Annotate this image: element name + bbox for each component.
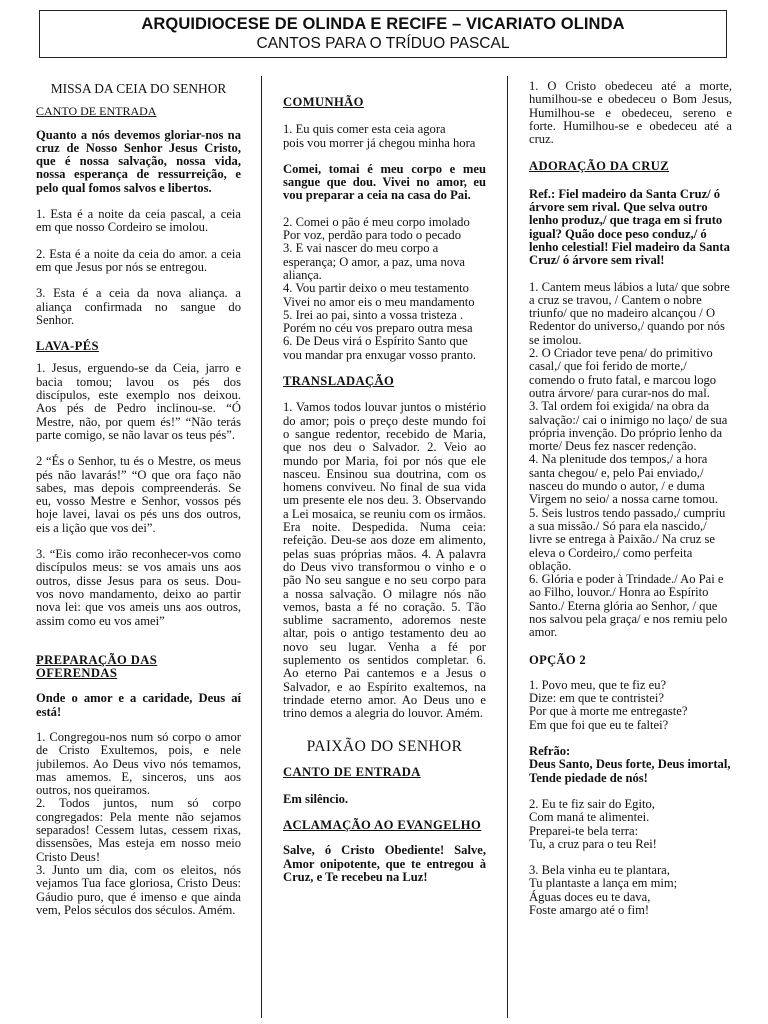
silence-note: Em silêncio. — [283, 791, 349, 806]
entrance-heading: CANTO DE ENTRADA — [36, 104, 157, 119]
lavapes-heading: LAVA-PÉS — [36, 339, 99, 354]
obedient-verse: 1. O Cristo obedeceu até a morte, humilhou-se e obedeceu o Bom Jesus, Humilhou-se e obedeceu, sereno e forte. Humilhou-se e obedeceu até a cruz. — [529, 79, 732, 147]
acclamation-heading: ACLAMAÇÃO AO EVANGELHO — [283, 818, 482, 833]
communion-verses: 2. Comei o pão é meu corpo imolado Por voz, perdão para todo o pecado 3. E vai nascer do meu corpo a esperança; O amor, a paz, uma nova aliança. 4. Vou partir deixo o meu testamento Vivei no amor eis o meu mandamento 5. Irei ao pai, sinto a vossa tristeza . Porém no céu vos preparo outra mesa 6. De Deus virá o Espírito Santo que vou mandar pra enxugar vosso pranto. — [283, 214, 477, 362]
adoration-heading: ADORAÇÃO DA CRUZ — [529, 159, 670, 174]
column-divider-right — [507, 76, 508, 1018]
communion-heading: COMUNHÃO — [283, 95, 364, 109]
passion-title: PAIXÃO DO SENHOR — [306, 738, 463, 756]
column-middle — [283, 76, 486, 1016]
lavapes-verse-1: 1. Jesus, erguendo-se da Ceia, jarro e bacia tomou; lavou os pés dos discípulos, este exemplo nos deixou. Aos pés de Pedro inclinou-se. “Ó Mestre, não, por quem és!” “Não terás parte comigo, se não lavar os teus pés”. — [36, 361, 241, 442]
lavapes-verse-2: 2 “És o Senhor, tu és o Mestre, os meus pés não lavarás!” “O que ora faço não sabes, mas depois compreenderás. Se eu, vosso Mestre e Senhor, vossos pés hoje lavei, lavai os pés uns dos outros, eis a lição que vos dei”. — [36, 454, 241, 535]
offertory-heading: PREPARAÇÃO DAS OFERENDAS — [36, 652, 158, 681]
document-header — [39, 10, 727, 58]
option2-verse-3: 3. Bela vinha eu te plantara, Tu plantaste a lança em mim; Águas doces eu te dava, Foste amargo até o fim! — [529, 863, 678, 918]
refrain-label: Refrão: — [529, 744, 571, 759]
column-left — [36, 76, 241, 1016]
transfer-text: 1. Vamos todos louvar juntos o mistério do amor; pois o preço deste mundo foi o sangue redentor, recebido de Maria, que nos deu o Salvador. 2. Veio ao mundo por Maria, foi por nós que ele nasceu. Ensinou sua doutrina, com os homens conviveu. No final de sua vida um presente ele nos deu. 3. Observando a Lei mosaica, se reuniu com os irmãos. Era noite. Despedida. Numa ceia: refeição. Deu-se aos doze em alimento, pelas suas próprias mãos. 4. A palavra do Deus vivo transformou o vinho e o pão No seu sangue e no seu corpo para a nossa salvação. O milagre nós não vemos, basta a fé no coração. 5. Tão sublime sacramento, adoremos neste altar, pois o antigo testamento deu ao novo seu lugar. Venha a fé por suplemento os sentidos completar. 6. Ao eterno Pai cantemos e a Jesus o Salvador, e ao Espírito exaltemos, na trindade eterno amor. Ao Deus uno e trino demos a alegria do louvor. Amém. — [283, 400, 486, 721]
acclamation-text: Salve, ó Cristo Obediente! Salve, Amor onipotente, que te entregou à Cruz, e Te recebeu na Luz! — [283, 843, 486, 884]
entrance-verse-1: 1. Esta é a noite da ceia pascal, a ceia em que nosso Cordeiro se imolou. — [36, 207, 241, 235]
refrain-text: Deus Santo, Deus forte, Deus imortal, Tende piedade de nós! — [529, 757, 731, 785]
mass-title: MISSA DA CEIA DO SENHOR — [50, 81, 227, 96]
offertory-verse-2: 2. Todos juntos, num só corpo congregados: Pela mente não sejamos separados! Cessem lutas, cessem rixas, dissensões, Mas esteja em nosso meio Cristo Deus! — [36, 796, 241, 864]
column-right — [529, 76, 732, 1016]
offertory-verse-3: 3. Junto um dia, com os eleitos, nós vejamos Tua face gloriosa, Cristo Deus: Gáudio puro, que é imenso e que ainda vem, Pelos séculos dos séculos. Amém. — [36, 862, 241, 917]
entrance-refrain: Quanto a nós devemos gloriar-nos na cruz de Nosso Senhor Jesus Cristo, que é nossa salvação, nossa vida, nossa esperança de ressurreição, e pelo qual fomos salvos e libertos. — [36, 127, 241, 195]
option2-verse-2: 2. Eu te fiz sair do Egito, Com maná te alimentei. Preparei-te bela terra: Tu, a cruz para o teu Rei! — [529, 796, 657, 851]
transfer-heading: TRANSLADAÇÃO — [283, 374, 395, 389]
option2-verse-1: 1. Povo meu, que te fiz eu? Dize: em que te contristei? Por que à morte me entregaste? Em que foi que eu te faltei? — [529, 677, 688, 732]
column-divider-left — [261, 76, 262, 1018]
adoration-verses: 1. Cantem meus lábios a luta/ que sobre a cruz se travou, / Cantem o nobre triunfo/ que no madeiro alcançou / O Redentor do universo,/ quando por nós se imolou. 2. O Criador teve pena/ do primitivo casal,/ que foi ferido de morte,/ comendo o fruto fatal, e marcou logo outra árvore/ para curar-nos do mal. 3. Tal ordem foi exigida/ na obra da salvação:/ cai o inimigo no laço/ de sua própria invenção. Do próprio lenho da morte/ Deus fez nascer redenção. 4. Na plenitude dos tempos,/ a hora santa chegou/ e, pelo Pai enviado,/ nasceu do mundo o autor, / e duma Virgem no seio/ a nossa carne tomou. 5. Seis lustros tendo passado,/ cumpriu a sua missão./ Só para ela nascido,/ livre se entrega à Paixão./ Na cruz se eleva o Cordeiro,/ como perfeita oblação. 6. Glória e poder à Trindade./ Ao Pai e ao Filho, louvor./ Honra ao Espírito Santo./ Eterna glória ao Senhor, / que nos salvou pela graça/ e nos remiu pelo amor. — [529, 279, 730, 640]
entrance-verse-3: 3. Esta é a ceia da nova aliança. a aliança confirmada no sangue do Senhor. — [36, 286, 241, 327]
passion-entrance-heading: CANTO DE ENTRADA — [283, 765, 421, 780]
lavapes-verse-3: 3. “Eis como irão reconhecer-vos como discípulos meus: se vos amais uns aos outros, disse Jesus para os seus. Dou-vos novo mandamento, deixo ao partir nova lei: que vos ameis uns aos outros, assim como eu vos amei” — [36, 547, 241, 628]
option2-heading: OPÇÃO 2 — [529, 652, 587, 667]
document-title: ARQUIDIOCESE DE OLINDA E RECIFE – VICARIATO OLINDA — [141, 15, 625, 33]
communion-refrain: Comei, tomai é meu corpo e meu sangue que dou. Vivei no amor, eu vou preparar a ceia na casa do Pai. — [283, 161, 486, 203]
offertory-refrain: Onde o amor e a caridade, Deus aí está! — [36, 691, 241, 719]
entrance-verse-2: 2. Esta é a noite da ceia do amor. a ceia em que Jesus por nós se entregou. — [36, 246, 241, 274]
adoration-refrain: Ref.: Fiel madeiro da Santa Cruz/ ó árvore sem rival. Que selva outro lenho produz,/ que traga em si fruto igual? Quão doce peso conduz,/ ó lenho celestial! Fiel madeiro da Santa Cruz/ ó árvore sem rival! — [529, 186, 730, 268]
document-subtitle: CANTOS PARA O TRÍDUO PASCAL — [256, 35, 510, 52]
communion-verse-1: 1. Eu quis comer esta ceia agora pois vou morrer já chegou minha hora — [283, 122, 476, 150]
offertory-verse-1: 1. Congregou-nos num só corpo o amor de Cristo Exultemos, pois, e nele jubilemos. Ao Deus vivo nós temamos, mas amemos. E, sinceros, uns aos outros, nos queiramos. — [36, 729, 241, 798]
